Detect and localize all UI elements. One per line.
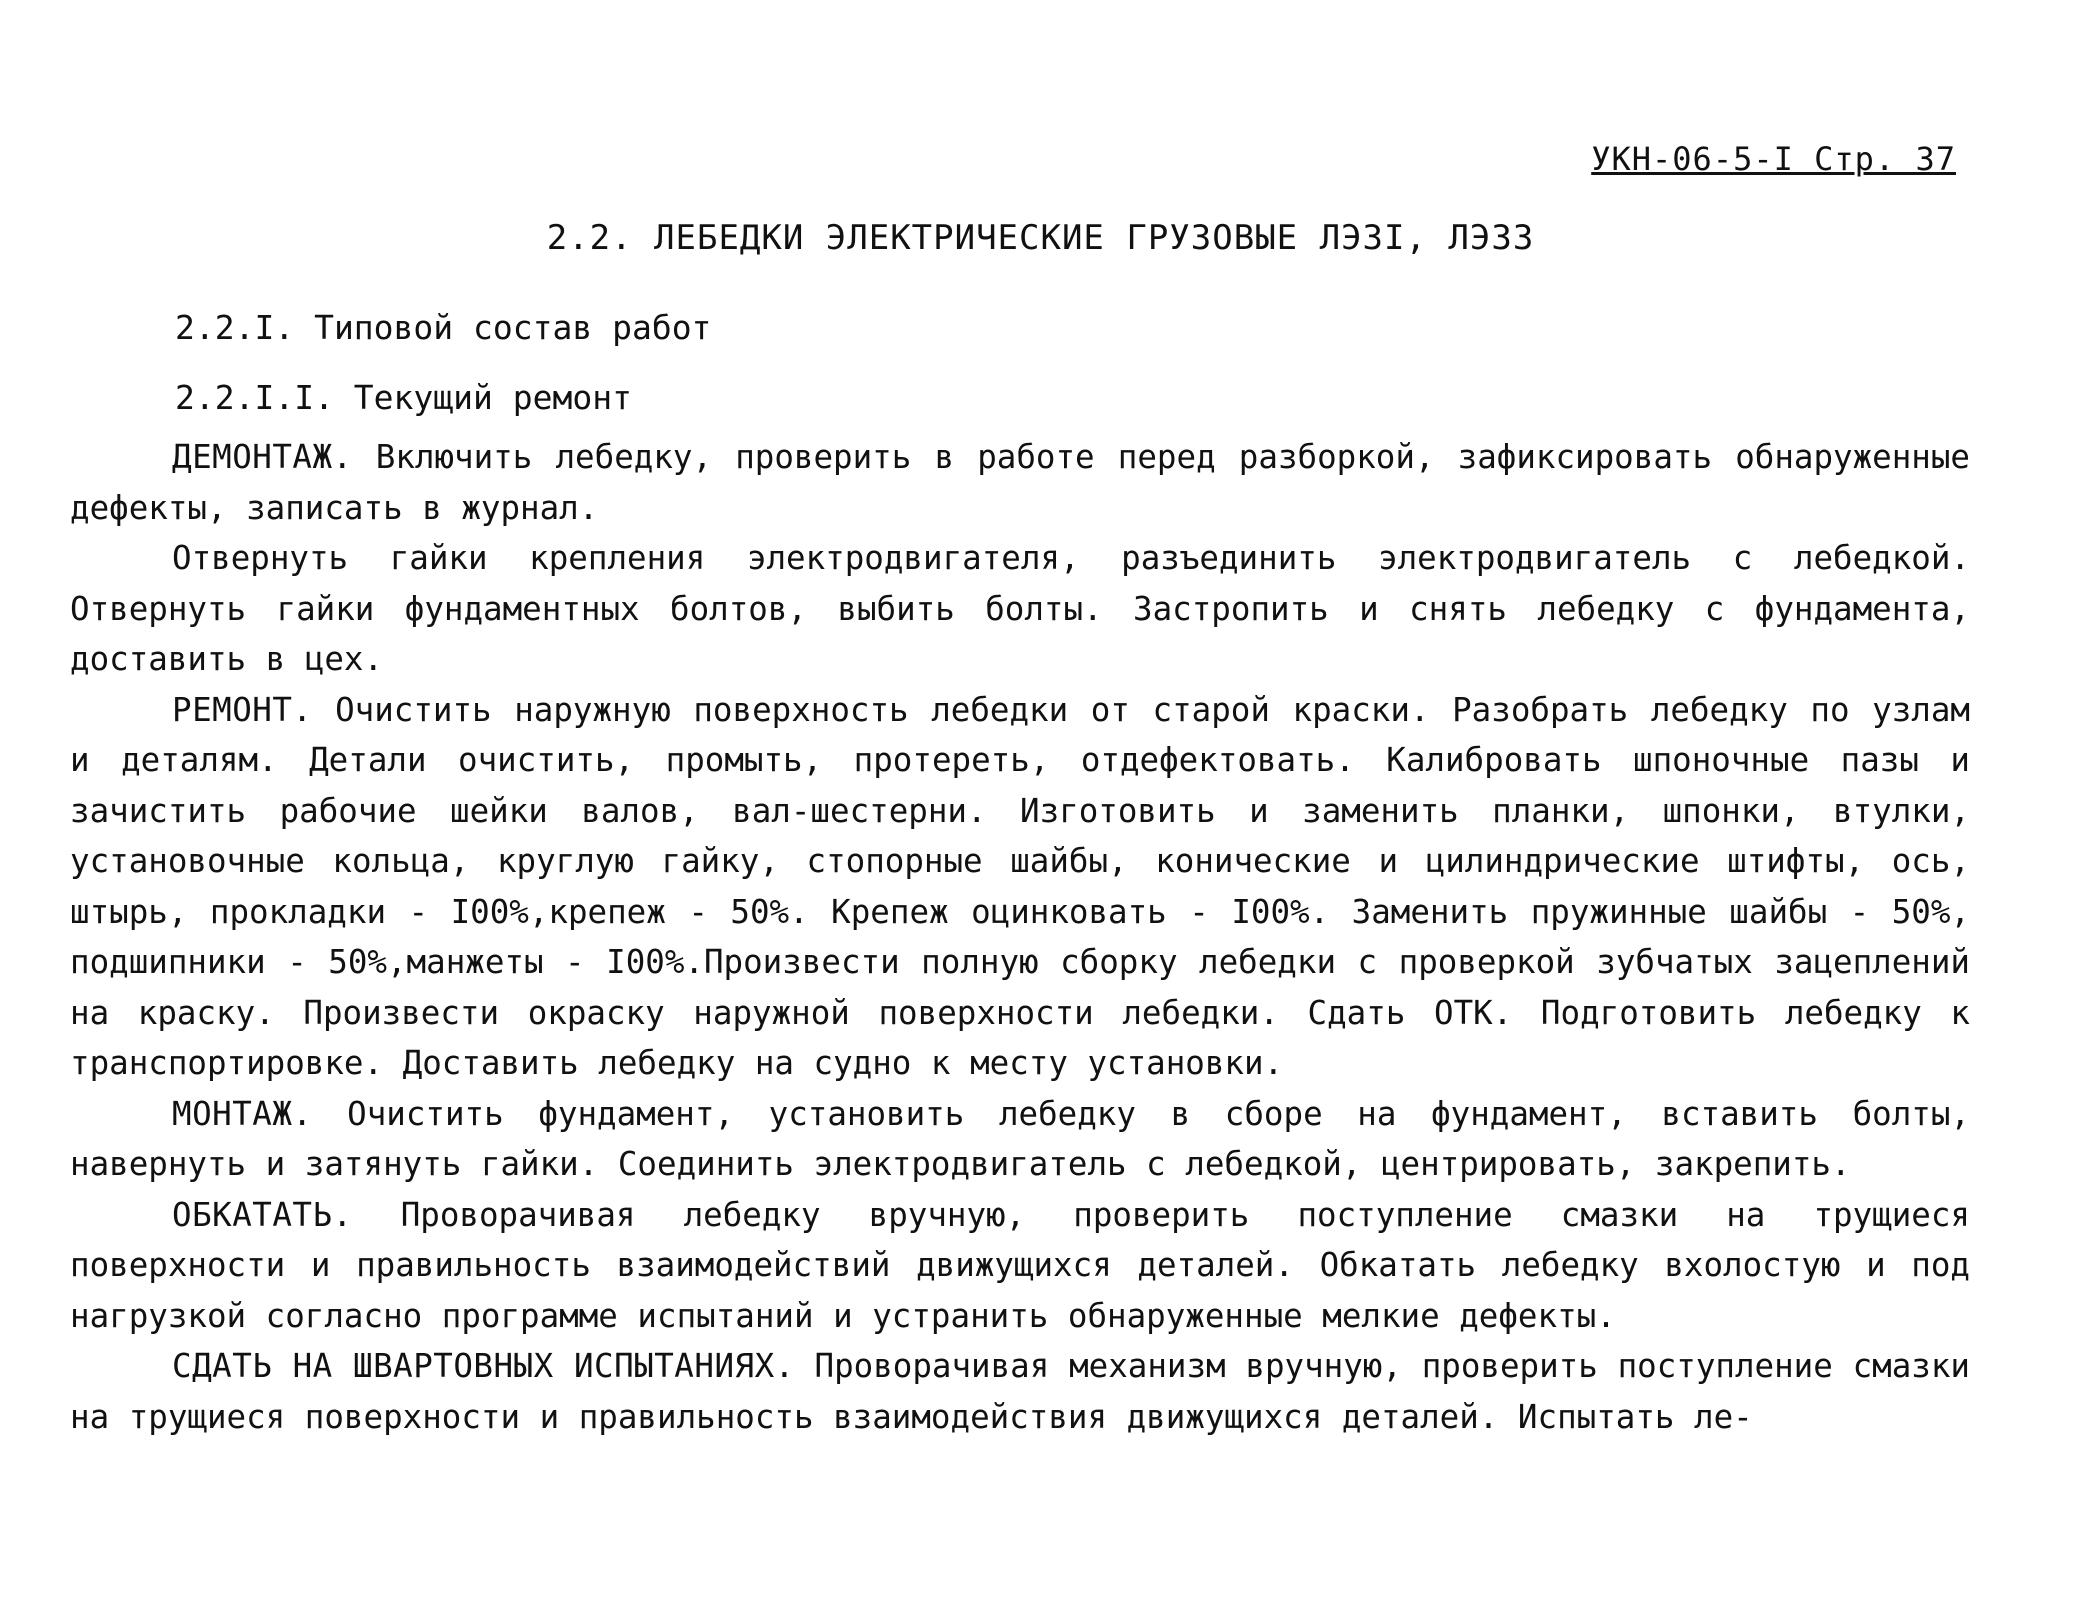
body-text: [70, 432, 1970, 1442]
paragraph-lead: РЕМОНТ.: [172, 690, 313, 729]
paragraph-dismantling: [70, 432, 1970, 533]
paragraph-text: Включить лебедку, проверить в работе перед разборкой, зафиксировать обнаруженные дефекты, записать в журнал.: [70, 438, 1970, 527]
document-title: 2.2. ЛЕБЕДКИ ЭЛЕКТРИЧЕСКИЕ ГРУЗОВЫЕ ЛЭ3I, ЛЭ33: [546, 218, 1535, 258]
paragraph-lead: МОНТАЖ.: [172, 1094, 313, 1133]
section-heading-work-composition: 2.2.I. Типовой состав работ: [175, 308, 712, 347]
paragraph-text: Очистить наружную поверхность лебедки от старой краски. Разобрать лебедку по узлам и деталям. Детали очистить, промыть, протереть, отдефектовать. Калибровать шпоночные пазы и зачистить рабочие шейки валов, вал-шестерни. Изготовить и заменить планки, шпонки, втулки, установочные кольца, круглую гайку, стопорные шайбы, конические и цилиндрические штифты, ось, штырь, прокладки - I00%,крепеж - 50%. Крепеж оцинковать - I00%. Заменить пружинные шайбы - 50%, подшипники - 50%,манжеты - I00%.Произвести полную сборку лебедки с проверкой зубчатых зацеплений на краску. Произвести окраску наружной поверхности лебедки. Сдать ОТК. Подготовить лебедку к транспортировке. Доставить лебедку на судно к месту установки.: [70, 690, 1970, 1082]
paragraph-mounting: [70, 1089, 1970, 1190]
paragraph-text: Отвернуть гайки крепления электродвигателя, разъединить электродвигатель с лебедкой. Отвернуть гайки фундаментных болтов, выбить болты. Застропить и снять лебедку с фундамента, доставить в цех.: [70, 539, 1970, 678]
paragraph-text: Проворачивая механизм вручную, проверить поступление смазки на трущиеся поверхности и правильность взаимодействия движущихся деталей. Испытать ле-: [70, 1347, 1970, 1436]
paragraph-lead: ОБКАТАТЬ.: [172, 1195, 353, 1234]
page-header-doc-ref: УКН-06-5-I Стр. 37: [1591, 140, 1956, 178]
paragraph-repair: [70, 685, 1970, 1089]
paragraph-unscrew: [70, 533, 1970, 685]
paragraph-text: Очистить фундамент, установить лебедку в сборе на фундамент, вставить болты, навернуть и затянуть гайки. Соединить электродвигатель с лебедкой, центрировать, закрепить.: [70, 1094, 1970, 1183]
paragraph-text: Проворачивая лебедку вручную, проверить поступление смазки на трущиеся поверхности и правильность взаимодействий движущихся деталей. Обкатать лебедку вхолостую и под нагрузкой согласно программе испытаний и устранить обнаруженные мелкие дефекты.: [70, 1195, 1970, 1335]
section-heading-current-repair: 2.2.I.I. Текущий ремонт: [175, 378, 632, 417]
paragraph-run-in: [70, 1190, 1970, 1342]
paragraph-mooring-trials: [70, 1341, 1970, 1442]
paragraph-lead: ДЕМОНТАЖ.: [172, 438, 353, 476]
paragraph-lead: СДАТЬ НА ШВАРТОВНЫХ ИСПЫТАНИЯХ.: [172, 1347, 795, 1385]
